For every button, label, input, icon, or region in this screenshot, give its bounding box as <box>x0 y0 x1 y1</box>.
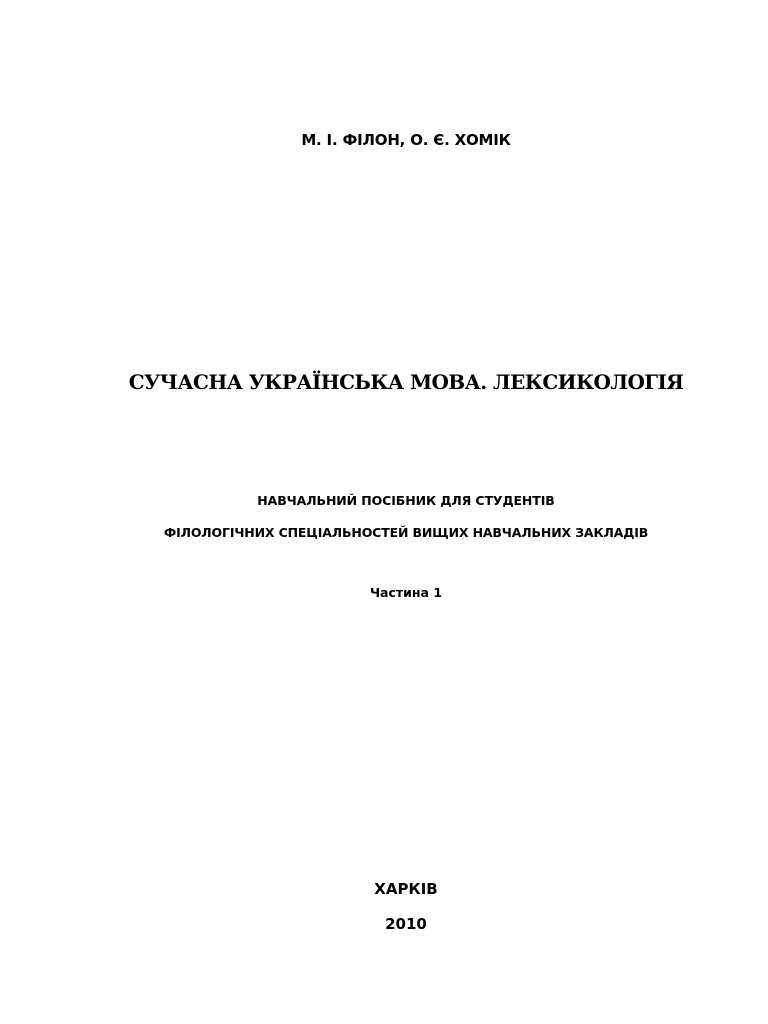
publication-year: 2010 <box>385 915 427 933</box>
part-number: Частина 1 <box>369 585 443 600</box>
publication-city: ХАРКІВ <box>374 880 438 898</box>
subtitle-line-1: НАВЧАЛЬНИЙ ПОСІБНИК ДЛЯ СТУДЕНТІВ <box>257 493 555 508</box>
book-title: СУЧАСНА УКРАЇНСЬКА МОВА. ЛЕКСИКОЛОГІЯ <box>128 370 684 394</box>
subtitle-line-2: ФІЛОЛОГІЧНИХ СПЕЦІАЛЬНОСТЕЙ ВИЩИХ НАВЧАЛЬНИХ ЗАКЛАДІВ <box>163 525 649 540</box>
authors: М. І. ФІЛОН, О. Є. ХОМІК <box>301 131 511 149</box>
